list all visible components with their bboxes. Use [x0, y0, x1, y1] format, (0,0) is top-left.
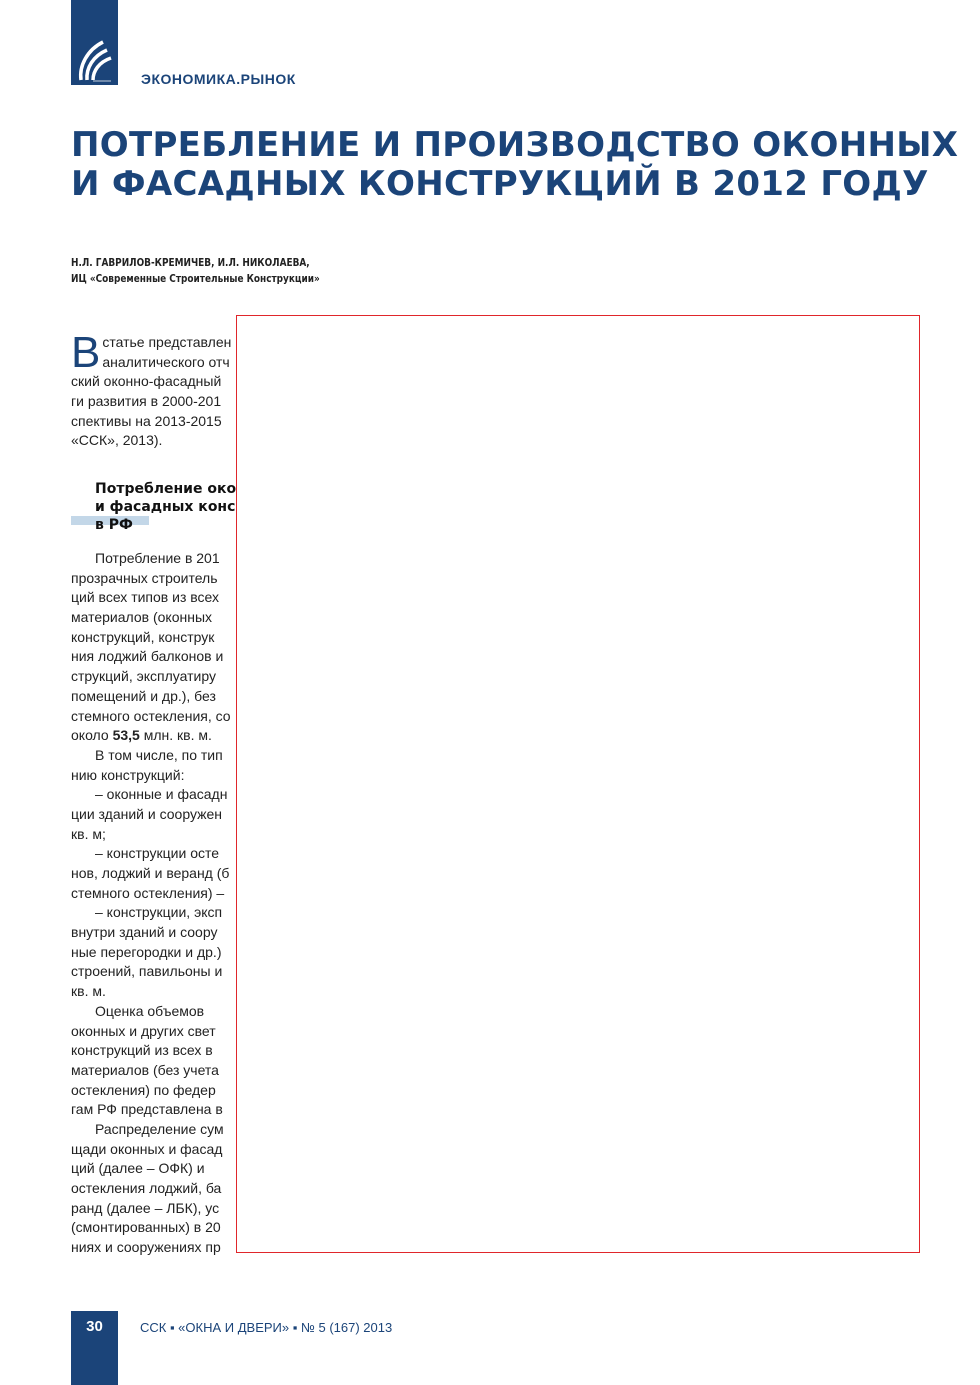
- text-line: [71, 569, 231, 589]
- text-line: [71, 1218, 231, 1238]
- text-line: статье представлен: [102, 334, 232, 350]
- text-fragment: Распределение сум: [95, 1120, 224, 1137]
- text-fragment: около: [71, 727, 113, 744]
- text-fragment: стемного остекления) –: [71, 884, 225, 901]
- text-line: спективы на 2013-2015: [71, 412, 222, 429]
- text-fragment: стемного остекления, со: [71, 707, 231, 724]
- text-line: [71, 687, 231, 707]
- text-fragment: Оценка объемов: [95, 1002, 205, 1019]
- text-line: [71, 1199, 231, 1219]
- drop-cap: В: [71, 328, 101, 377]
- text-fragment: В том числе, по тип: [95, 746, 223, 763]
- text-fragment: помещений и др.), без: [71, 687, 216, 704]
- text-line: аналитического отч: [102, 353, 230, 370]
- text-line: [71, 884, 231, 904]
- title-line: И ФАСАДНЫХ КОНСТРУКЦИЙ В 2012 ГОДУ: [71, 164, 929, 204]
- text-fragment: ния лоджий балконов и: [71, 648, 224, 665]
- text-line: ский оконно-фасадный: [71, 373, 222, 390]
- page-number: 30: [86, 1318, 103, 1335]
- text-fragment: ниях и сооружениях пр: [71, 1239, 221, 1256]
- text-line: [71, 647, 231, 667]
- title-line: ПОТРЕБЛЕНИЕ И ПРОИЗВОДСТВО ОКОННЫХ: [71, 125, 959, 165]
- text-line: [71, 1238, 231, 1258]
- text-line: [71, 1061, 231, 1081]
- text-line: [71, 943, 231, 963]
- article-title: [71, 126, 958, 204]
- text-line: [71, 608, 231, 628]
- text-line: [71, 628, 231, 648]
- text-line: [71, 903, 231, 923]
- text-fragment: нов, лоджий и веранд (б: [71, 865, 230, 881]
- text-line: [71, 1022, 231, 1042]
- text-line: [71, 766, 231, 786]
- text-fragment: струкций, эксплуатиру: [71, 668, 216, 685]
- text-line: [71, 785, 231, 805]
- text-line: [71, 1041, 231, 1061]
- text-fragment: прозрачных строитель: [71, 569, 218, 586]
- text-fragment: кв. м;: [71, 825, 106, 842]
- text-line: [71, 1120, 231, 1140]
- text-line: [71, 923, 231, 943]
- text-fragment: Потребление в 201: [95, 550, 220, 566]
- text-fragment: – оконные и фасадн: [95, 786, 228, 803]
- text-fragment: внутри зданий и соору: [71, 924, 218, 941]
- author-affiliation: ИЦ «Современные Строительные Конструкции»: [71, 273, 320, 285]
- text-line: [71, 667, 231, 687]
- text-line: ги развития в 2000-201: [71, 393, 222, 410]
- text-fragment: (смонтированных) в 20: [71, 1219, 221, 1236]
- text-fragment: ции зданий и сооружен: [71, 805, 222, 822]
- text-line: [71, 1140, 231, 1160]
- text-line: [71, 982, 231, 1002]
- text-fragment: материалов (без учета: [71, 1061, 219, 1078]
- text-line: [71, 844, 231, 864]
- text-line: [71, 588, 231, 608]
- text-line: [71, 864, 231, 884]
- authors: [71, 255, 320, 287]
- text-line: [71, 1002, 231, 1022]
- text-fragment: – конструкции осте: [95, 845, 220, 862]
- text-fragment: щади оконных и фасад: [71, 1140, 223, 1157]
- text-line: [71, 746, 231, 766]
- logo-icon: [77, 38, 113, 82]
- footer-publication: ССК ▪ «ОКНА И ДВЕРИ» ▪ № 5 (167) 2013: [140, 1320, 393, 1335]
- text-fragment: нию конструкций:: [71, 766, 185, 783]
- text-fragment: конструкций из всех в: [71, 1042, 213, 1059]
- text-fragment: конструкций, конструк: [71, 628, 215, 645]
- highlighted-value: 53,5: [112, 727, 140, 744]
- text-fragment: ные перегородки и др.): [71, 943, 222, 960]
- text-line: [71, 1100, 231, 1120]
- text-fragment: оконных и других свет: [71, 1022, 216, 1039]
- subheading-line: в РФ: [95, 517, 133, 533]
- body-text: [71, 549, 231, 1258]
- subheading-line: и фасадных конс: [95, 499, 236, 515]
- text-fragment: ранд (далее – ЛБК), ус: [71, 1199, 220, 1216]
- text-fragment: остекления) по федер: [71, 1081, 216, 1098]
- text-fragment: остекления лоджий, ба: [71, 1180, 222, 1196]
- text-fragment: гам РФ представлена в: [71, 1101, 223, 1118]
- text-line: [71, 962, 231, 982]
- text-line: [71, 825, 231, 845]
- text-fragment: материалов (оконных: [71, 609, 213, 626]
- author-names: Н.Л. ГАВРИЛОВ-КРЕМИЧЕВ, И.Л. НИКОЛАЕВА,: [71, 257, 310, 269]
- text-fragment: млн. кв. м.: [139, 727, 212, 744]
- text-line: [71, 726, 231, 746]
- subheading-line: Потребление око: [95, 481, 237, 497]
- text-line: [71, 549, 231, 569]
- text-fragment: строений, павильоны и: [71, 963, 223, 980]
- text-fragment: – конструкции, эксп: [95, 904, 223, 921]
- text-line: [71, 1159, 231, 1179]
- text-line: [71, 707, 231, 727]
- text-fragment: кв. м.: [71, 983, 106, 1000]
- text-line: [71, 1081, 231, 1101]
- subheading: [95, 480, 236, 534]
- text-line: [71, 1179, 231, 1199]
- text-line: «ССК», 2013).: [71, 432, 163, 449]
- text-fragment: ций (далее – ОФК) и: [71, 1160, 205, 1177]
- header-brand-bar: [71, 0, 118, 85]
- text-line: [71, 805, 231, 825]
- redacted-region: [236, 315, 920, 1253]
- page-number-box: [71, 1311, 118, 1385]
- text-fragment: ций всех типов из всех: [71, 589, 220, 606]
- section-label: ЭКОНОМИКА.РЫНОК: [141, 71, 296, 87]
